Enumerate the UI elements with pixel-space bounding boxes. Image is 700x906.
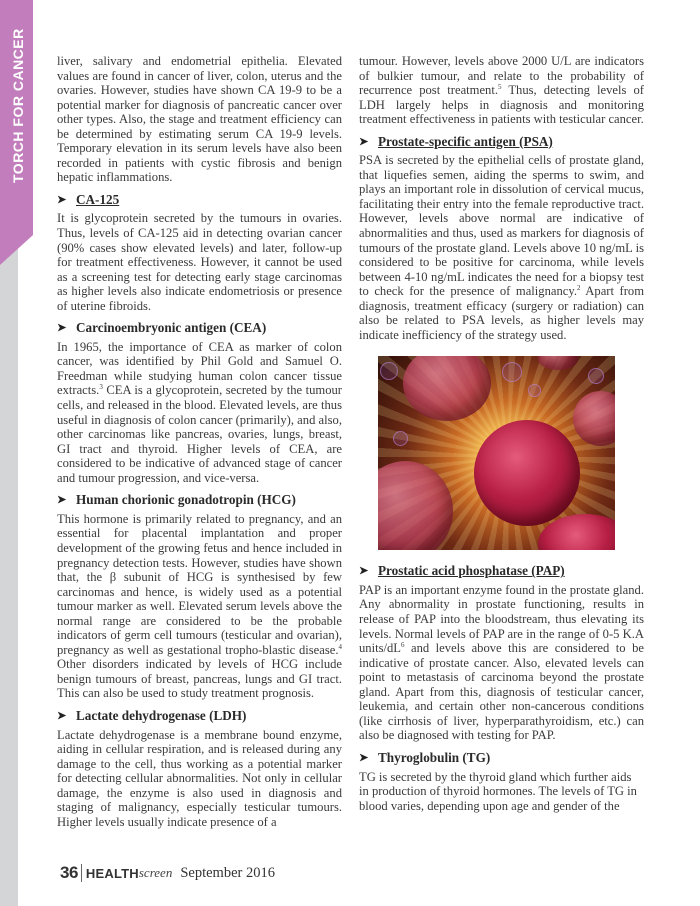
heading-text: Prostate-specific antigen (PSA) <box>378 133 553 149</box>
text-span: Thus, detecting levels of LDH largely helps in diagnosis and monitoring treatment effectiveness in patients with testicular cancer. <box>359 83 644 127</box>
heading-text: Thyroglobulin (TG) <box>378 749 491 765</box>
paragraph: Lactate dehydrogenase is a membrane bound enzyme, aiding in cellular respiration, and is released during any damage to the cell, thus working as a potential marker for detecting cellular abnormalities. Not only in cellular damage, the enzyme is also used in diagnosis and staging of malignancy, especially testicular tumours. Higher levels usually indicate presence of a <box>57 727 342 829</box>
arrow-bullet-icon: ➤ <box>359 135 369 148</box>
paragraph <box>359 583 644 743</box>
arrow-bullet-icon: ➤ <box>57 193 67 206</box>
arrow-bullet-icon: ➤ <box>359 751 369 764</box>
text-span: In 1965, the importance of CEA as marker of colon cancer, was identified by Phil Gold and Samuel O. Freedman while studying human colon cancer tissue extracts. <box>57 339 342 398</box>
arrow-bullet-icon: ➤ <box>359 565 369 578</box>
text-span: PAP is an important enzyme found in the prostate gland. Any abnormality in prostate functioning, results in release of PAP into the bloodstream, thus elevating its levels. Normal levels of PAP are in the range of 0-5 K.A units/dL <box>359 582 644 656</box>
text-span: PSA is secreted by the epithelial cells of prostate gland, that liquefies semen, aiding the sperms to swim, and plays an important role in dissolution of cervical mucus, facilitating their entry into the female reproductive tract. However, levels above normal are indicative of abnormalities and thus, used as markers for diagnosis of tumours of the prostate gland. Levels above 10 ng/mL is considered to be positive for carcinoma, while levels between 4-10 ng/mL indicates the need for a biopsy test to check for the presence of malignancy. <box>359 153 644 299</box>
paragraph <box>359 153 644 342</box>
arrow-bullet-icon: ➤ <box>57 494 67 507</box>
section-heading-tg <box>359 751 644 766</box>
paragraph <box>57 340 342 485</box>
section-label-text: TORCH FOR CANCER <box>10 28 26 183</box>
text-span: CEA is a glycoprotein, secreted by the tumour cells, and released in the blood. Elevated levels, are thus useful in diagnosis of colon cancer (primarily), and also, other carcinomas like pancreas, ovaries, lungs, breast, GI tract and thyroid. Higher levels of CEA, are considered to be indicative of advanced stage of cancer and tumour progression, and vice-versa. <box>57 383 342 485</box>
text-span: Apart from diagnosis, treatment efficacy (surgery or radiation) can also be related to PSA levels, as higher levels may indicate inefficiency of the strategy used. <box>359 284 644 342</box>
cancer-cell-main <box>474 420 580 526</box>
text-span: Other disorders indicated by levels of HCG include benign tumours of breast, pancreas, lungs and GI tract. This can also be used to study treatment prognosis. <box>57 657 342 701</box>
arrow-bullet-icon: ➤ <box>57 322 67 335</box>
reference-mark: 6 <box>400 640 405 649</box>
paragraph <box>57 512 342 701</box>
paragraph <box>359 54 644 127</box>
heading-text: Human chorionic gonadotropin (HCG) <box>76 492 296 508</box>
paragraph: liver, salivary and endometrial epithelia. Elevated values are found in cancer of liver, colon, uterus and the ovaries. However, studies have shown CA 19-9 to be a potential marker for diagnosis of pancreatic cancer over other types. Also, the stage and treatment efficiency can be determined by estimating serum CA 19-9 levels. Temporary elevation in its serum levels have also been recorded in patients with cystic fibrosis and benign hepatic inflammations. <box>57 54 342 185</box>
section-heading-pap <box>359 564 644 579</box>
section-heading-cea <box>57 321 342 336</box>
magazine-logo-bold: HEALTH <box>85 865 139 881</box>
section-heading-ca125 <box>57 193 342 208</box>
reference-mark: 2 <box>576 284 581 293</box>
left-column <box>57 54 342 829</box>
paragraph: It is glycoprotein secreted by the tumours in ovaries. Thus, levels of CA-125 aid in detecting ovarian cancer (90% cases show elevated levels) and later, follow-up for treatment effectiveness. However, it cannot be used as a screening test for detecting early stage carcinomas as higher levels also indicate endometriosis or presence of uterine fibroids. <box>57 211 342 313</box>
magazine-logo-italic: screen <box>138 865 173 880</box>
paragraph: TG is secreted by the thyroid gland which further aids in production of thyroid hormones. The levels of TG in blood varies, depending upon age and gender of the <box>359 769 637 813</box>
reference-mark: 5 <box>498 82 502 91</box>
text-span: tumour. However, levels above 2000 U/L are indicators of bulkier tumour, and relate to the probability of recurrence post treatment. <box>359 54 644 98</box>
footer-divider <box>81 864 82 882</box>
page-number: 36 <box>60 863 78 882</box>
reference-mark: 4 <box>338 642 342 651</box>
heading-text: Carcinoembryonic antigen (CEA) <box>76 320 267 336</box>
reference-mark: 3 <box>99 383 103 392</box>
issue-date: September 2016 <box>180 864 275 881</box>
section-heading-hcg <box>57 493 342 508</box>
page-footer <box>60 862 275 884</box>
arrow-bullet-icon: ➤ <box>57 709 67 722</box>
cancer-cells-image <box>378 356 615 550</box>
heading-text: Lactate dehydrogenase (LDH) <box>76 707 247 723</box>
right-column <box>359 54 644 813</box>
heading-text: CA-125 <box>76 191 120 207</box>
section-heading-psa <box>359 135 644 150</box>
text-span: and levels above this are considered to be indicative of prostate cancer. Also, elevated levels can point to metastasis of carcinoma beyond the prostate gland. Apart from this, diagnosis of testicular cancer, leukemia, and certain other non-cancerous conditions (like cirrhosis of liver, hyperparathyroidism, etc.) can also be diagnosed with testing for PAP. <box>359 641 644 743</box>
heading-text: Prostatic acid phosphatase (PAP) <box>378 563 565 579</box>
section-heading-ldh <box>57 709 342 724</box>
text-span: This hormone is primarily related to pregnancy, and an essential for placental implantation and proper development of the growing fetus and hence included in pregnancy detection tests. However, studies have shown that, the β subunit of HCG is synthesised by few carcinomas and hence, is widely used as a potential tumour marker as well. Elevated serum levels above the normal range are considered to be the probable indicators of germ cell tumours (testicular and ovarian), pregnancy as well as gestational tropho-blastic disease. <box>57 511 342 657</box>
